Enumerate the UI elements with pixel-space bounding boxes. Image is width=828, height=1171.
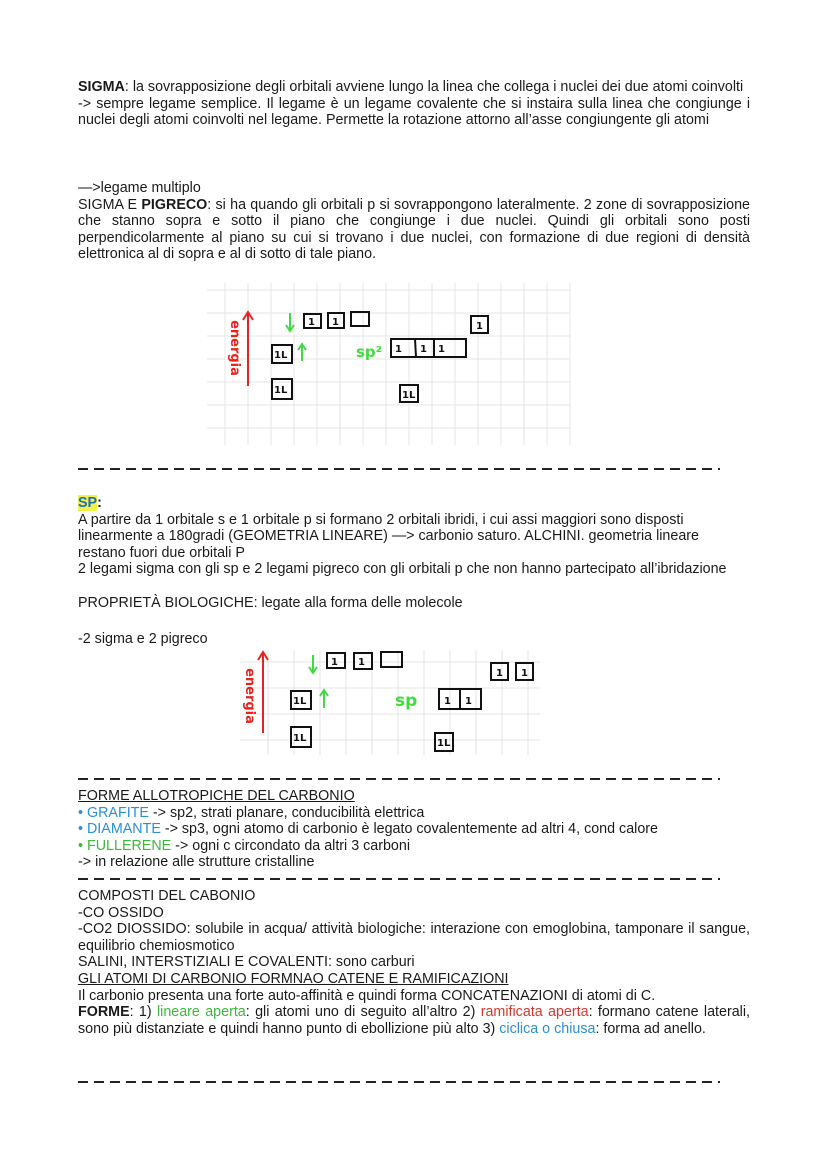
sp-heading: SP <box>78 495 98 511</box>
text: : forma ad anello. <box>595 1020 706 1037</box>
proprieta-biologiche: PROPRIETÀ BIOLOGICHE: legate alla forma delle molecole <box>78 594 463 611</box>
allotropiche-footer: -> in relazione alle strutture cristalline <box>78 854 315 871</box>
electron-up: 1 <box>395 344 402 355</box>
sigma-label: SIGMA <box>78 79 125 95</box>
text: : gli atomi uno di seguito all’altro 2) <box>245 1004 481 1021</box>
electron-up: 1 <box>332 317 339 328</box>
composti-title: COMPOSTI DEL CABONIO <box>78 888 256 904</box>
sp-colon: : <box>97 495 102 511</box>
electron-up: 1 <box>496 668 503 679</box>
electron-up: 1 <box>465 696 472 707</box>
item-name: DIAMANTE <box>86 821 161 838</box>
item-text: -> sp3, ogni atomo di carbonio è legato covalentemente ad altri 4, cond calore <box>160 821 658 838</box>
electron-pair: 1L <box>274 350 288 361</box>
concatenazioni-line: Il carbonio presenta una forte auto-affinità e quindi forma CONCATENAZIONI di atomi di C. <box>78 987 656 1004</box>
electron-up: 1 <box>521 668 528 679</box>
sp-text-2: restano fuori due orbitali P <box>78 544 245 561</box>
forma-ciclica: ciclica o chiusa <box>499 1020 596 1037</box>
electron-pair: 1L <box>293 733 307 744</box>
electron-up: 1 <box>420 344 427 355</box>
energy-axis-label: energia <box>242 668 257 724</box>
energy-arrow-icon <box>243 312 253 386</box>
energy-arrow-icon <box>258 652 268 733</box>
item-name: GRAFITE <box>86 804 149 821</box>
green-up-arrow-icon <box>298 344 306 361</box>
sp-text-3: 2 legami sigma con gli sp e 2 legami pigreco con gli orbitali p che non hanno partecipato all’ibridazione <box>78 561 727 578</box>
divider <box>78 468 720 470</box>
sp-note: -2 sigma e 2 pigreco <box>78 630 208 647</box>
electron-pair: 1L <box>437 738 451 749</box>
divider <box>78 778 720 780</box>
grid-2 <box>240 650 540 755</box>
electron-pair: 1L <box>293 696 307 707</box>
co-line: -CO OSSIDO <box>78 904 164 921</box>
text: : 1) <box>129 1004 157 1021</box>
item-text: -> ogni c circondato da altri 3 carboni <box>171 837 411 854</box>
electron-up: 1 <box>444 696 451 707</box>
co2-line: -CO2 DIOSSIDO: solubile in acqua/ attività biologiche: interazione con emoglobina, tamponare il sangue, equilibrio chemiosmotico <box>78 921 750 954</box>
composti-section <box>78 888 750 1037</box>
green-down-arrow-icon <box>286 313 294 331</box>
catene-title: GLI ATOMI DI CARBONIO FORMNAO CATENE E RAMIFICAZIONI <box>78 970 509 987</box>
divider <box>78 878 720 880</box>
electron-up: 1 <box>438 344 445 355</box>
grid <box>207 283 570 445</box>
green-up-arrow-icon <box>320 690 328 708</box>
item-text: -> sp2, strati planare, conducibilità elettrica <box>148 804 425 821</box>
electron-up: 1 <box>331 657 338 668</box>
sp2-label: sp² <box>356 343 383 361</box>
sigma-text: : la sovrapposizione degli orbitali avviene lungo la linea che collega i nuclei dei due atomi coinvolti <box>124 79 744 95</box>
sp-section <box>78 495 750 647</box>
salini-line: SALINI, INTERSTIZIALI E COVALENTI: sono carburi <box>78 954 415 971</box>
pigreco-intro: —>legame multiplo <box>78 180 201 196</box>
item-name: FULLERENE <box>86 837 172 854</box>
text: : formano catene laterali, sono più distanziate e quindi hanno punto di ebollizione più alto 3) <box>78 1004 750 1037</box>
forme-label: FORME <box>78 1004 130 1021</box>
electron-pair: 1L <box>402 390 416 401</box>
sigma-detail: -> sempre legame semplice. Il legame è un legame covalente che si instaira sulla linea che congiunge i nuclei degli atomi coinvolti nel legame. Permette la rotazione attorno all’asse congiungente gli atomi <box>78 95 750 129</box>
list-item: • DIAMANTE -> sp3, ogni atomo di carbonio è legato covalentemente ad altri 4, cond calore <box>78 821 658 838</box>
forme-paragraph <box>78 1004 750 1037</box>
electron-up: 1 <box>358 657 365 668</box>
forma-lineare: lineare aperta <box>156 1004 246 1021</box>
list-item: • GRAFITE -> sp2, strati planare, conducibilità elettrica <box>78 804 425 821</box>
electron-pair: 1L <box>274 385 288 396</box>
allotropiche-title: FORME ALLOTROPICHE DEL CARBONIO <box>78 788 355 804</box>
sp-text-1: A partire da 1 orbitale s e 1 orbitale p si formano 2 orbitali ibridi, i cui assi maggiori sono disposti linearmente a 180gradi (GEOMETRIA LINEARE) —> carbonio saturo. ALCHINI. geometria lineare <box>78 511 699 545</box>
electron-up: 1 <box>308 317 315 328</box>
sp-label: sp <box>395 691 418 711</box>
green-down-arrow-icon <box>309 655 317 673</box>
forma-ramificata: ramificata aperta <box>480 1004 589 1021</box>
pigreco-label: PIGRECO <box>141 196 208 213</box>
pigreco-text: : si ha quando gli orbitali p si sovrappongono lateralmente. 2 zone di sovrapposizione che stanno sopra e sotto il piano che congiunge i due nuclei. Quindi gli orbitali sono posti perpendicolarmente al piano su cui si trovano i due nuclei, con formazione di due regioni di densità elettronica al di sopra e al di sotto di tale piano. <box>78 196 750 263</box>
energy-axis-label: energia <box>227 320 242 376</box>
electron-up: 1 <box>476 321 483 332</box>
allotropiche-section <box>78 788 750 871</box>
list-item: • FULLERENE -> ogni c circondato da altri 3 carboni <box>78 837 411 854</box>
divider <box>78 1081 720 1083</box>
pigreco-prefix: SIGMA E <box>78 196 142 213</box>
